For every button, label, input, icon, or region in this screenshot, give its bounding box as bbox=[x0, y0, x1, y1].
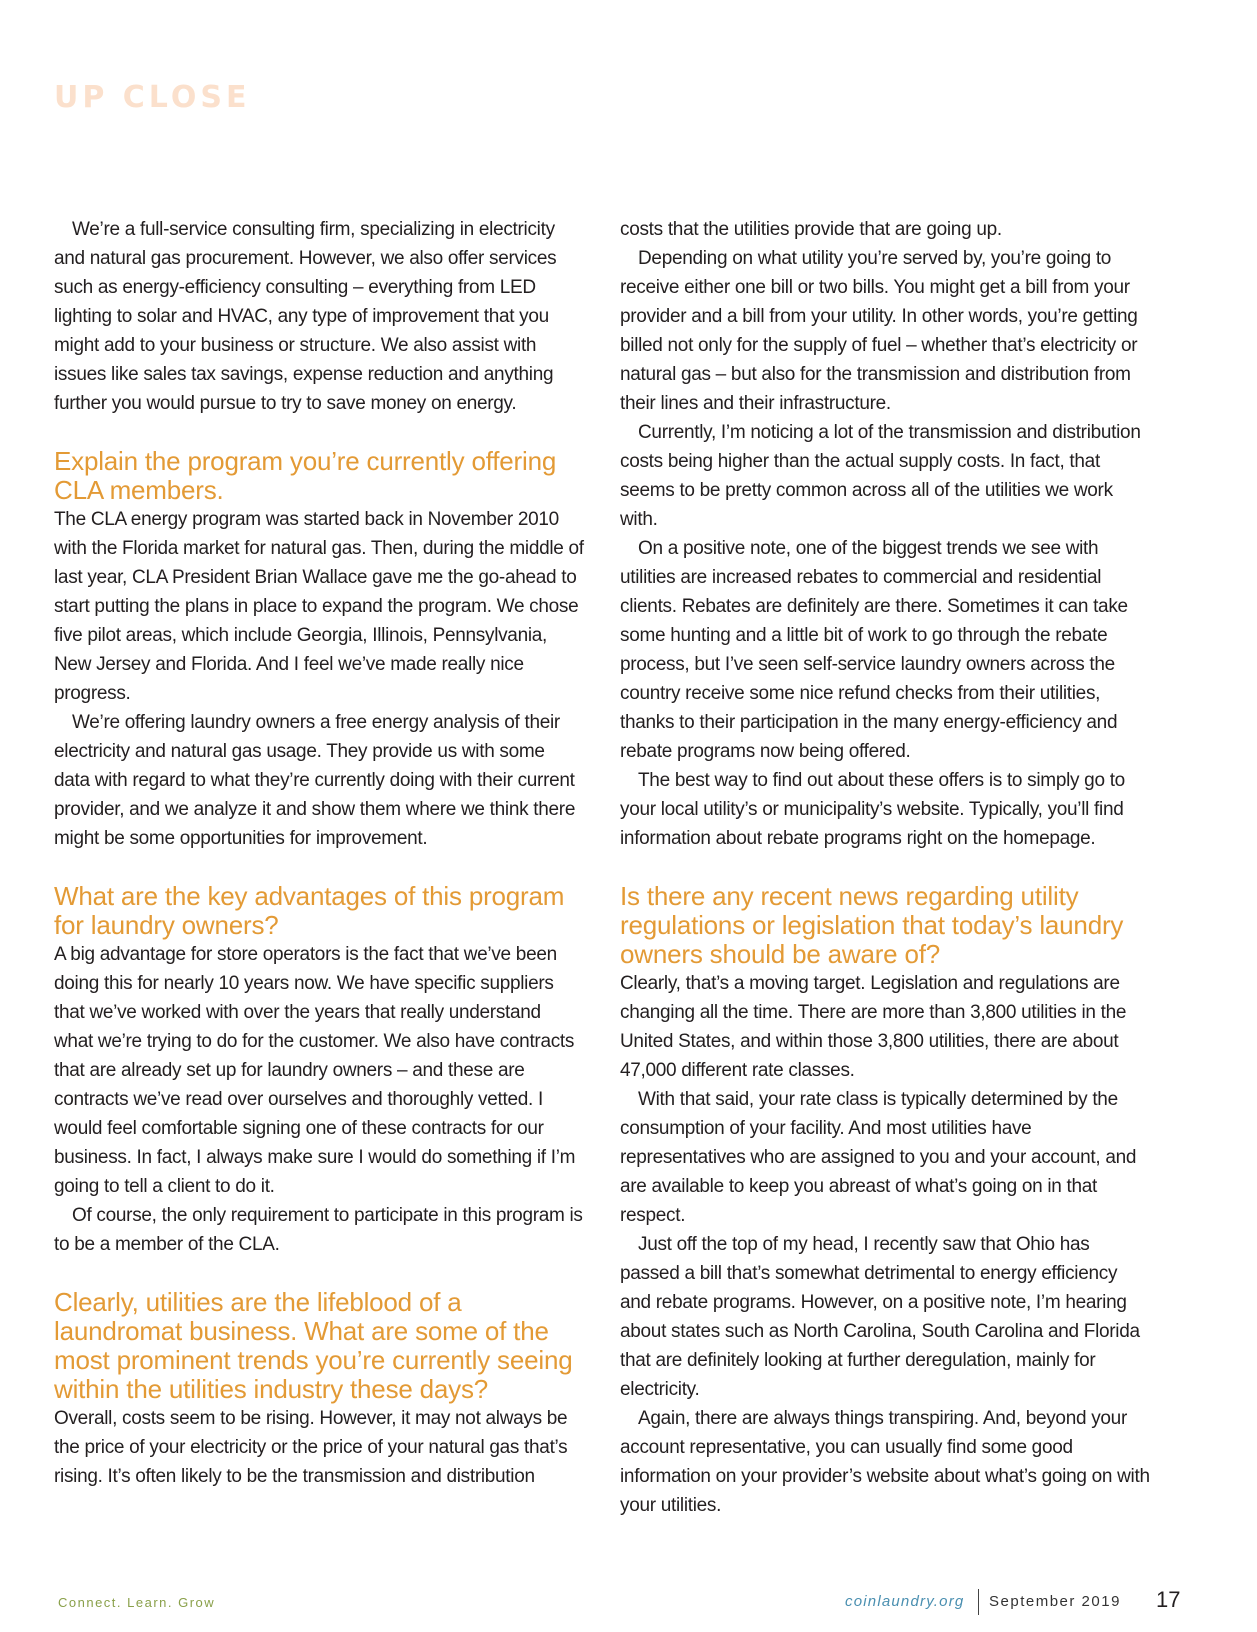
footer-divider bbox=[978, 1589, 979, 1615]
question-heading: Clearly, utilities are the lifeblood of a laundromat business. What are some of the most prominent trends you’re currently seeing within the utilities industry these days? bbox=[54, 1287, 573, 1404]
body-paragraph: The CLA energy program was started back in November 2010 with the Florida market for natural gas. Then, during the middle of last year, CLA President Brian Wallace gave me the go-ahead to start putting the plans in place to expand the program. We chose five pilot areas, which include Georgia, Illinois, Pennsylvania, New Jersey and Florida. And I feel we’ve made really nice progress. bbox=[54, 509, 584, 704]
body-paragraph: costs that the utilities provide that are going up. bbox=[620, 219, 1002, 240]
right-column bbox=[620, 215, 1150, 1520]
footer-site-link[interactable]: coinlaundry.org bbox=[845, 1593, 965, 1610]
question-heading: Is there any recent news regarding utility regulations or legislation that today’s laundry owners should be aware of? bbox=[620, 881, 1124, 969]
body-paragraph: Depending on what utility you’re served by, you’re going to receive either one bill or two bills. You might get a bill from your provider and a bill from your utility. In other words, you’re getting billed not only for the supply of fuel – whether that’s electricity or natural gas – but also for the transmission and distribution from their lines and their infrastructure. bbox=[620, 248, 1138, 414]
body-paragraph: We’re a full-service consulting firm, specializing in electricity and natural gas procurement. However, we also offer services such as energy-efficiency consulting – everything from LED lighting to solar and HVAC, any type of improvement that you might add to your business or structure. We also assist with issues like sales tax savings, expense reduction and anything further you would pursue to try to save money on energy. bbox=[54, 219, 557, 414]
footer-tagline: Connect. Learn. Grow bbox=[58, 1595, 216, 1610]
body-paragraph: Of course, the only requirement to participate in this program is to be a member of the CLA. bbox=[54, 1205, 583, 1255]
page-footer bbox=[0, 1585, 1257, 1615]
left-column bbox=[54, 215, 584, 1491]
body-paragraph: Again, there are always things transpiring. And, beyond your account representative, you can usually find some good information on your provider’s website about what’s going on with your utilities. bbox=[620, 1408, 1150, 1516]
question-heading: Explain the program you’re currently offering CLA members. bbox=[54, 446, 557, 505]
section-label: UP CLOSE bbox=[54, 80, 251, 115]
body-paragraph: Currently, I’m noticing a lot of the transmission and distribution costs being higher than the actual supply costs. In fact, that seems to be pretty common across all of the utilities we work with. bbox=[620, 422, 1141, 530]
question-heading: What are the key advantages of this program for laundry owners? bbox=[54, 881, 565, 940]
footer-date: September 2019 bbox=[989, 1593, 1121, 1610]
body-paragraph: Overall, costs seem to be rising. However, it may not always be the price of your electricity or the price of your natural gas that’s rising. It’s often likely to be the transmission and distribution bbox=[54, 1408, 568, 1487]
page-number: 17 bbox=[1156, 1587, 1181, 1612]
body-paragraph: With that said, your rate class is typically determined by the consumption of your facility. And most utilities have representatives who are assigned to you and your account, and are available to keep you abreast of what’s going on in that respect. bbox=[620, 1089, 1137, 1226]
body-paragraph: The best way to find out about these offers is to simply go to your local utility’s or municipality’s website. Typically, you’ll find information about rebate programs right on the homepage. bbox=[620, 770, 1125, 849]
body-paragraph: A big advantage for store operators is the fact that we’ve been doing this for nearly 10 years now. We have specific suppliers that we’ve worked with over the years that really understand what we’re trying to do for the customer. We also have contracts that are already set up for laundry owners – and these are contracts we’ve read over ourselves and thoroughly vetted. I would feel comfortable signing one of these contracts for our business. In fact, I always make sure I would do something if I’m going to tell a client to do it. bbox=[54, 944, 576, 1197]
body-paragraph: We’re offering laundry owners a free energy analysis of their electricity and natural gas usage. They provide us with some data with regard to what they’re currently doing with their current provider, and we analyze it and show them where we think there might be some opportunities for improvement. bbox=[54, 712, 576, 849]
body-paragraph: On a positive note, one of the biggest trends we see with utilities are increased rebates to commercial and residential clients. Rebates are definitely are there. Sometimes it can take some hunting and a little bit of work to go through the rebate process, but I’ve seen self-service laundry owners across the country receive some nice refund checks from their utilities, thanks to their participation in the many energy-efficiency and rebate programs now being offered. bbox=[620, 538, 1128, 762]
body-paragraph: Clearly, that’s a moving target. Legislation and regulations are changing all the time. There are more than 3,800 utilities in the United States, and within those 3,800 utilities, there are about 47,000 different rate classes. bbox=[620, 973, 1127, 1081]
body-paragraph: Just off the top of my head, I recently saw that Ohio has passed a bill that’s somewhat detrimental to energy efficiency and rebate programs. However, on a positive note, I’m hearing about states such as North Carolina, South Carolina and Florida that are definitely looking at further deregulation, mainly for electricity. bbox=[620, 1234, 1140, 1400]
